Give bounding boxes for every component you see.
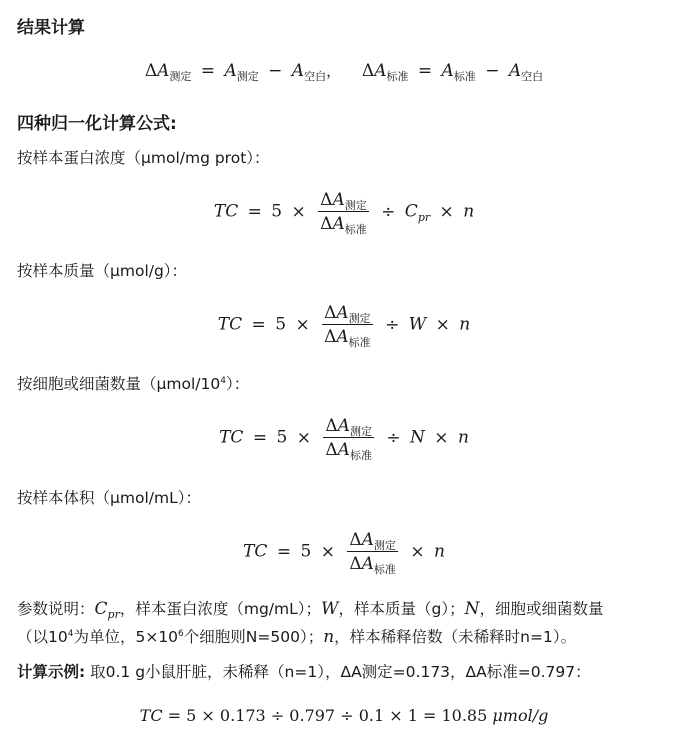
fraction [323, 416, 374, 460]
var-a: A [441, 61, 454, 81]
calc-unit: μmol/g [492, 706, 549, 725]
var-w: W [408, 314, 427, 335]
var-n-cells: N [410, 427, 425, 448]
numerator: $\Delta A_{测定}$ [349, 530, 396, 552]
example-text: 取0.1 g小鼠肝脏，未稀释（n=1），ΔA测定=0.173，ΔA标准=0.797： [90, 663, 591, 681]
times: × [291, 201, 306, 222]
formula-protein [0, 190, 688, 234]
divide: ÷ [381, 201, 396, 222]
minus: − [485, 61, 500, 81]
times: × [439, 201, 454, 222]
lhs-tc: TC [217, 314, 243, 335]
parameter-description: 参数说明：$C_{pr}$，样本蛋白浓度（mg/mL）；W，样本质量（g）；N，细胞或细菌数量 （以$10^4$为单位，$5\times 10^6$个细胞则N=500）；n，样本稀释倍数（未稀释时n=1）。 [17, 599, 604, 647]
coefficient: 5 [276, 427, 288, 448]
separator: ， [326, 62, 342, 80]
var-n: n [433, 541, 445, 562]
var-a: A [508, 61, 522, 81]
denominator: $\Delta A_{标准}$ [325, 440, 372, 462]
formula-mass [0, 303, 688, 347]
formula-volume [0, 530, 688, 574]
var-n: n [459, 314, 471, 335]
example-lead: 计算示例: [17, 663, 86, 681]
formula-label-protein: 按样本蛋白浓度（μmol/mg prot）： [17, 149, 270, 167]
param-n-cells: N [464, 599, 480, 619]
var-n: n [463, 201, 475, 222]
example-calculation [0, 706, 688, 725]
formula-label-cells: 按细胞或细菌数量$(\mu mol/10^4)$： [17, 375, 250, 393]
denominator: $\Delta A_{标准}$ [349, 554, 396, 576]
calculation-example [17, 660, 591, 682]
times: × [435, 314, 450, 335]
delta-symbol: Δ [144, 61, 158, 81]
times: × [410, 541, 425, 562]
coefficient: 5 [271, 201, 283, 222]
fraction [322, 303, 373, 347]
equals: = [417, 61, 433, 81]
sub-pr: pr [417, 210, 431, 224]
var-n: n [457, 427, 469, 448]
sub-standard: 标准 [453, 70, 476, 83]
param-w: W [321, 599, 339, 619]
sub-blank: 空白 [521, 70, 544, 83]
equals: = [276, 541, 292, 562]
var-a: A [224, 61, 237, 81]
delta-a-equation [0, 60, 688, 81]
times: × [320, 541, 335, 562]
denominator: $\Delta A_{标准}$ [324, 327, 371, 349]
sub-measured: 测定 [236, 70, 259, 83]
minus: − [268, 61, 283, 81]
equals: = [200, 61, 216, 81]
param-cpr: C [94, 599, 108, 619]
formula-cells [0, 416, 688, 460]
lhs-tc: TC [219, 427, 244, 448]
var-a: A [374, 61, 387, 81]
sub-blank: 空白 [304, 70, 327, 83]
times: × [295, 314, 310, 335]
param-n: n [323, 627, 335, 647]
delta-symbol: Δ [361, 61, 375, 81]
coefficient: 5 [275, 314, 287, 335]
sub-standard: 标准 [386, 70, 409, 83]
denominator: $\Delta A_{标准}$ [320, 214, 367, 236]
params-lead: 参数说明： [17, 600, 95, 618]
equals: = [252, 427, 268, 448]
fraction [347, 530, 398, 574]
var-cpr: C [404, 201, 418, 222]
divide: ÷ [385, 314, 400, 335]
lhs-tc: TC [139, 706, 163, 725]
sub-measured: 测定 [169, 70, 192, 83]
numerator: $\Delta A_{测定}$ [320, 190, 367, 212]
formula-label-mass: 按样本质量（μmol/g）： [17, 262, 188, 280]
coefficient: 5 [300, 541, 312, 562]
lhs-tc: TC [213, 201, 239, 222]
times: × [434, 427, 449, 448]
numerator: $\Delta A_{测定}$ [324, 303, 371, 325]
section-heading-result: 结果计算 [17, 18, 85, 38]
divide: ÷ [386, 427, 401, 448]
section-heading-formulas: 四种归一化计算公式: [17, 114, 177, 134]
lhs-tc: TC [243, 541, 268, 562]
formula-label-volume: 按样本体积（μmol/mL）： [17, 489, 201, 507]
equals: = [247, 201, 262, 222]
times: × [296, 427, 311, 448]
calc-expression: = 5 × 0.173 ÷ 0.797 ÷ 0.1 × 1 = 10.85 [167, 706, 488, 725]
numerator: $\Delta A_{测定}$ [325, 416, 372, 438]
var-a: A [291, 61, 305, 81]
var-a: A [157, 61, 170, 81]
fraction [318, 190, 369, 234]
equals: = [251, 314, 266, 335]
